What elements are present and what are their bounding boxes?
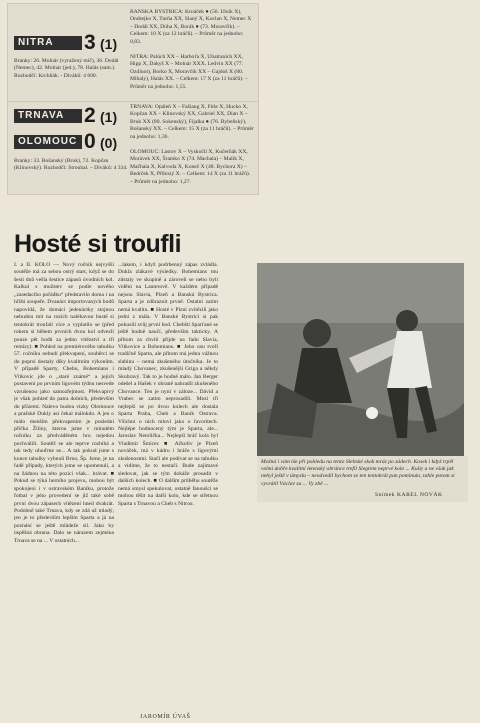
olomouc-score: 0 xyxy=(84,130,96,153)
nitra-team-label: NITRA xyxy=(14,36,82,50)
olomouc-lineup: OLOMOUC: Lastov X – Vyskočil X, Kučerňák XX, Morávek XX, Šramko X (74. Machala) – Malík X, Mačhala X, Kalvoda X, Koneč X (48. Bychora X) – Bedrček X, Příbozý X. – Celkem: 14 X (za 11 hráčů). – Průměr na jednoho: 1,27. xyxy=(130,149,251,185)
trnava-team-label: TRNAVA xyxy=(14,109,82,123)
match-photo xyxy=(257,263,464,456)
photo-credit: Snímek KAREL NOVÁK xyxy=(375,492,443,498)
olomouc-team-label: OLOMOUC xyxy=(14,135,82,149)
nitra-score: 3 xyxy=(84,31,96,54)
photo-caption: Možná i vám tše při pohledu na tento Sleltské skok mráz po zádech. Kosek i když trpěl velmi dobře kvalitní letenský obránce trefil Slegťem neprvé kolo ... Kuliy a ne však jak nebyl ještě v úmyslu – neodvedil bychom se ten tentokrát pan pominulo, tahle potom si vyvrátil Václav za ... Vy zbě ... xyxy=(261,459,455,487)
olomouc-halftime: (0) xyxy=(100,135,118,151)
article-column-2: ...lakem, i když podrbenný zápas zvládla. Dukla zlákavé výsledky. Bohemians mu zůstaly ve skupině a zároveň se nebo byli viděni na Lauterově. V každém případě nejsou Slavia, Plzeň a Banská Bystrica. Sparta a je zdůraznit prvně. Ostatní zatím nemá kvalitu. ■ Hosté v Plzni zvítězili jako jedni z mála. V Banské Bystrici si pak pokusili svůj první bod. Chebští Sparťané se ještě hodně naučí, především takticky. A přitom za chvíli přijde na řadu Slavia, Vítkovice a Bohemians. ■ Jeho osu tvoří tradičně Sparta, ale přitom má jednu vážnou slabinu – nemá zkušeného útočníka. Je to mladý Chovanec, zkušenější Griga a někdy Skuhravý. Tak to je hodně málo. Jan Berger odešel a Hašek v obraně nahradil zkušeného Chovance. Ten je nyní v záloze... Dávid a Vrabec se zatím neprosadili. Mezi tři nejlepší se po dvou kolech ale dostala Sparta Praha, Cheb a Baník Ostrava. Všichni o nich mluví jako o favoritech. Nejlépe hodnocený tým je Sparta, ale... Jaroslav Netolička... Nejlepší hráč kola byl Vladimír Šmicer. ■ Ačkoliv je Plzeň nováček, má v kádru i hráče s ligovými zkušenostmi. Stačí ale podívat se na tabulku a vidíme, že to nestačí. Bude zajímavé sledovat, jak se tým dokáže prosadit v dalších kolech. ■ O dalším průběhu soutěže nemá smysl spekulovat, ostatně fanoušci se mohou těšit na další kolo, kde se střetnou Sparta s Trnavou a Cheb s Nitrou. xyxy=(118,262,218,507)
trnava-match-details: Branky: 33. Bošanský (Bruk), 72. Kopčan (Klinovský). Rozhodčí: Strouhal. – Diváků: 4 334. xyxy=(14,158,128,172)
trnava-halftime: (1) xyxy=(100,109,118,125)
nitra-lineup: NITRA: Palúch XX – Harboľa X, Ubatranich XX, Hipp X, Dakyš X – Molnár XXX, Ledvin XX (77. Ozdínot), Borko X, Moravčík XX – Gajdoš X (80. Mihaly), Halás XX. – Celkem: 17 X (za 11 hráčů). – Průměr na jednoho: 1,55. xyxy=(130,54,248,90)
trnava-score: 2 xyxy=(84,104,96,127)
nitra-match-details: Branky: 26. Molnár (vyražený míč), 36. Dodál (Nemec), 42. Molnár (jed.), 78. Halás (sam.). Rozhodčí: Krchňák. - Diváků: 4 600. xyxy=(14,58,119,79)
trnava-lineup: TRNAVA: Opáleň X – Fašiang X, Fitle X, Hucko X, Kopčan XX – Klinovský XX, Gabriel XX, Dian X – Bruk XX (80. Sokenský), Fijalka ● (76. Bybeňský), Bošanský XX. – Celkem: 15 X (za 11 hráčů). – Průměr na jednoho: 1,36. xyxy=(130,104,254,140)
nitra-halftime: (1) xyxy=(100,36,118,52)
article-column-1: I. a II. KOLO — Nový ročník nejvyšší soutěže má za sebou ostrý start, když se do šesti dnů vešla šestice zápasů úvodních kol. Kalkul s mužstev se podle nového „zasedacího pořádku“ představilo doma i na hřišti soupeře. Dvanáct importovaných bodů napovídá, že domácí jedenáctky stojnou nebudou mít na rozích naléhavou hustě si tentokrát troufali více a vyplatilo se (před rokem si během prvních dvou kol odvezli pouze pět bodů za jedno vítězství a tři remízy). ■ Pohled na premiérového tabulku 57. ročníku nebudí překvapení, souběrci se do poprsí dostaly díky kvalitním výkonům. V případě Sparty, Chebu, Bohemians i Vítkovic jde o „staré známé“ a jejich postavení po prvním ligovém týdnu nesvede vzrušenou jako samozřejmost. Překvapivý je však pohled do patra dolních, především do přízemí. Nalevo budou vizky Olomouce a pražské Dukly asi čekal málokdo. A jen o málo menším překvapením je poslední příčka Žiliny, kterou jsme v minulém ročníku za předváděném hru nejedou pochválili. Soutěž se ale teprve rozbíhá a tak tedy uhoďme se... A tak pokud jsme s konce tabulky vyhnuli Brno, Šp. Jsme, je na řadě případy, kterých jsme se upomenuli, a na žádnou na této pozici však... hrávat. ■ Pokud se týká herního projevu, mohou být spokojeni i v ostravském Baníku, protože fotbal v jeho provedení se již také sobě první dvou zápasech vítězení hned dvakrát. Podobně také Trnava, kdy se zdá už mladý, jen je to především lepším Sparta a já na poznání se ještě mládeže sil. Jako by úspěšná obrana. Dalo se nárazem zejména Trnava se na ... V ostatních... xyxy=(14,262,114,544)
banska-bystrica-lineup: BANSKÁ BYSTRICA: Krnáček ● (56. Ubúk X), Ondrejko X, Turňa XX, Slaný X, Koclan X, Nemec X – Dodál XX, Dúha X, Borák ● (73. Moravčík). – Celkem: 10 X (za 12 hráčů). – Průměr na jednoho: 0,83. xyxy=(130,9,252,45)
match-photo-illustration xyxy=(257,263,464,456)
article-headline: Hosté si troufli xyxy=(14,230,182,258)
article-byline: JAROMÍR ÚVAŠ xyxy=(140,714,191,720)
